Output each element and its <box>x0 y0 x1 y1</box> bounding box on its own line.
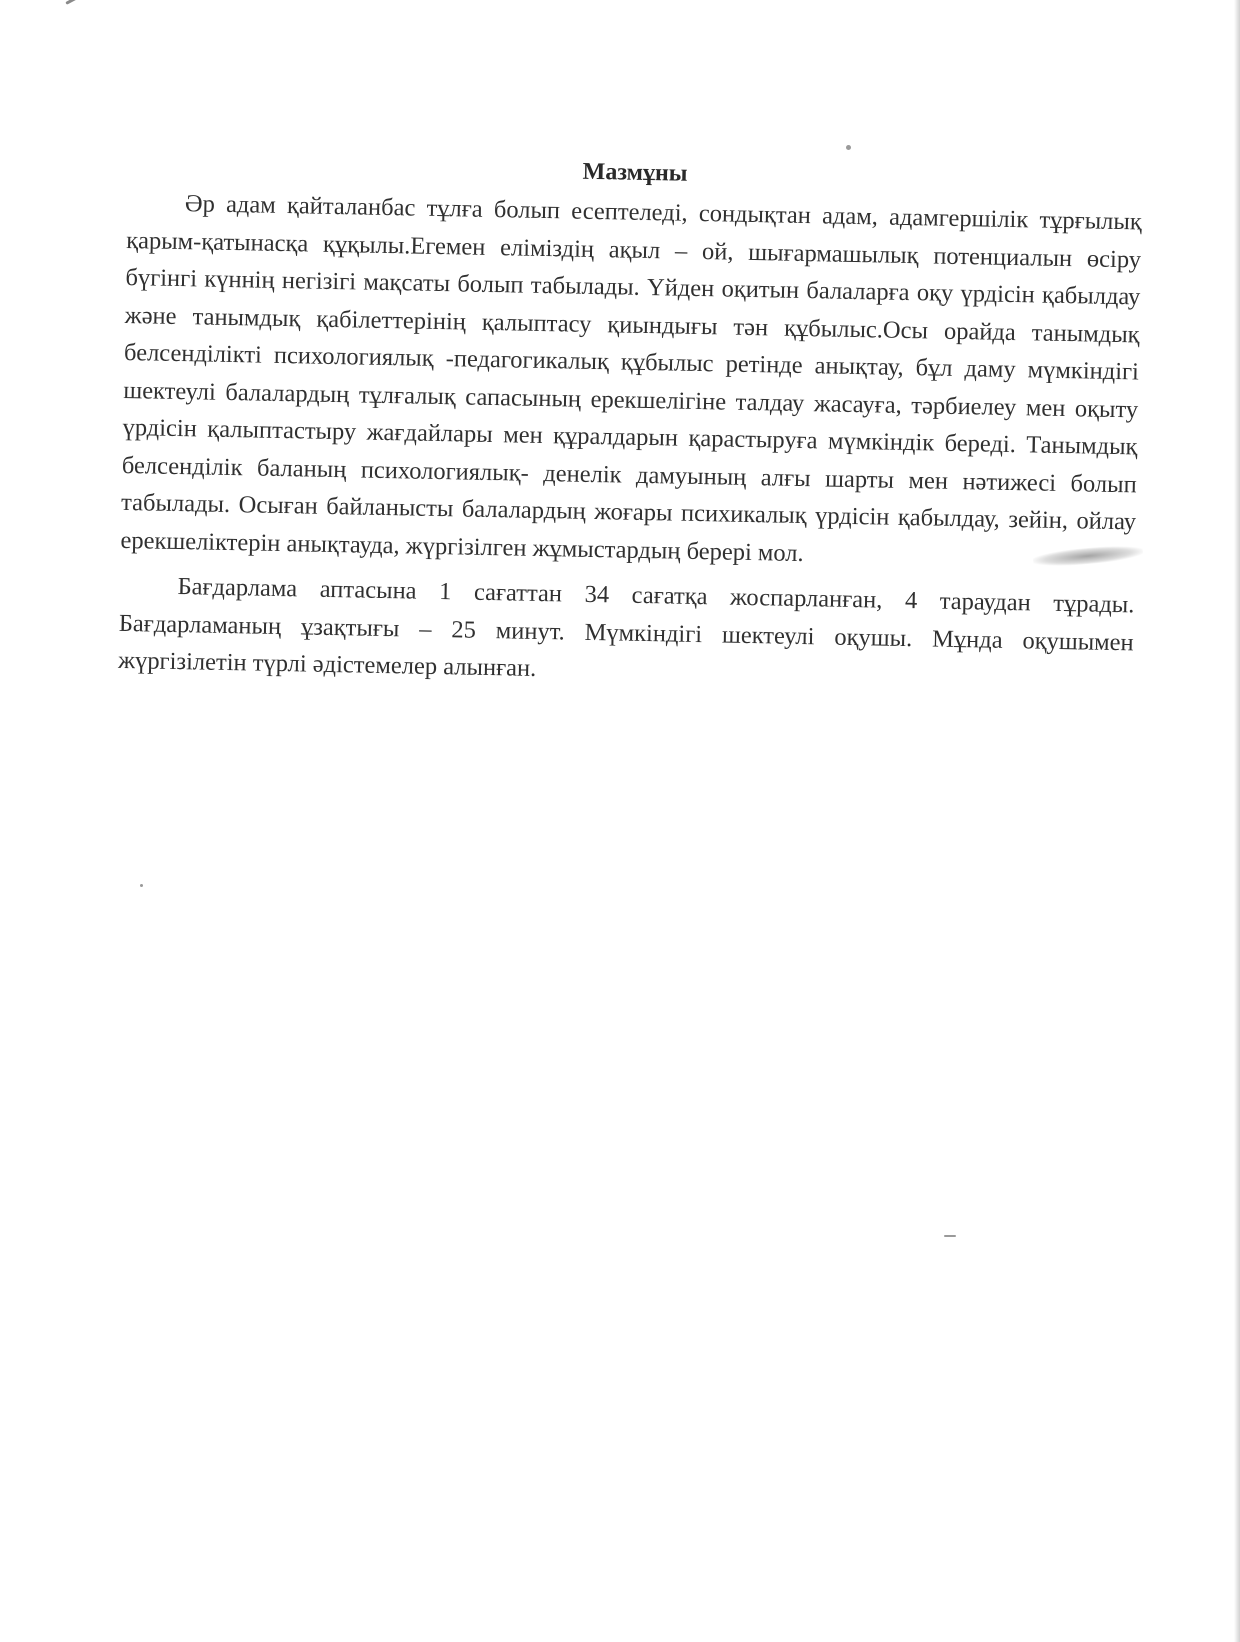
scan-artifact-dot <box>140 884 143 887</box>
scan-artifact-dash <box>944 1235 956 1237</box>
paragraph-program: Бағдарлама аптасына 1 сағаттан 34 сағатқа жоспарланған, 4 тараудан тұрады. Бағдарламаның ұзақтығы – 25 минут. Мүмкіндігі шектеулі оқушы. Мұнда оқушымен жүргізілетін түрлі әдістемелер алынған. <box>117 573 1135 682</box>
document-title: Мазмұны <box>582 158 688 187</box>
document-page <box>118 148 1143 699</box>
scan-artifact-mark <box>65 0 111 5</box>
paragraph-intro: Әр адам қайталанбас тұлға болып есептеледі, сондықтан адам, адамгершілік тұрғылық қарым-қатынасқа құқылы.Егемен еліміздің ақыл – ой, шығармашылық потенциалын өсіру бүгінгі күннің негізігі мақсаты болып табылады. Үйден оқитын балаларға оқу үрдісін қабылдау және танымдық қабілеттерінің қалыптасу қиындығы тән құбылыс.Осы орайда танымдық белсенділікті психологиялық -педагогикалық құбылыс ретінде анықтау, бұл даму мүмкіндігі шектеулі балалардың тұлғалық сапасының ерекшелігіне талдау жасауға, тәрбиелеу мен оқыту үрдісін қалыптастыру жағдайлары мен құралдарын қарастыруға мүмкіндік береді. Танымдық белсенділік баланың психологиялық- денелік дамуының алғы шарты мен нәтижесі болып табылады. Осыған байланысты балалардың жоғары психикалық үрдісін қабылдау, зейін, ойлау ерекшеліктерін анықтауда, жүргізілген жұмыстардың берері мол. <box>120 190 1143 567</box>
scan-artifact-dot <box>846 145 851 150</box>
scan-edge-shadow <box>1234 0 1240 1642</box>
